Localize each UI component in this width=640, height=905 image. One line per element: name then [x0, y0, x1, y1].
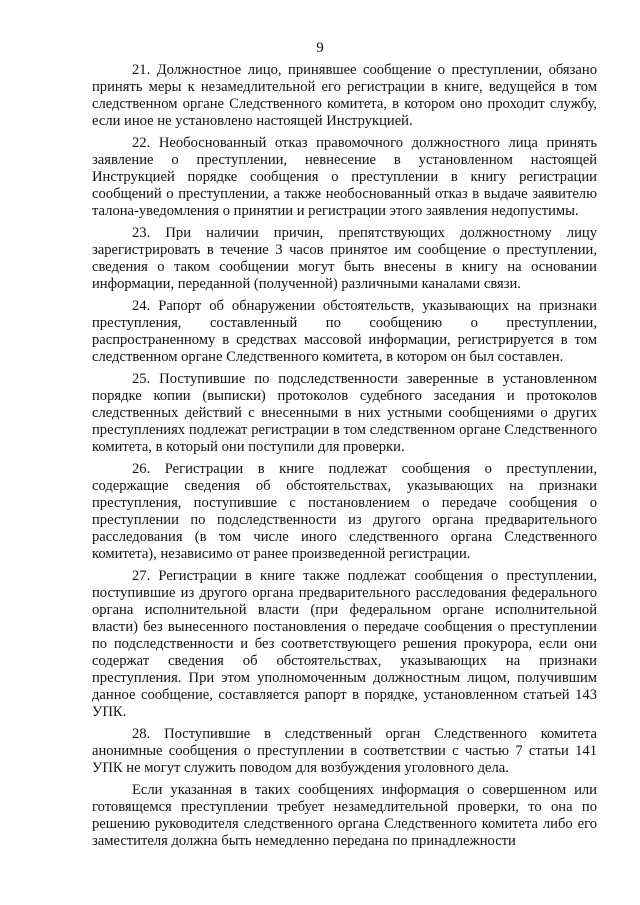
- paragraph-28-continuation: Если указанная в таких сообщениях информация о совершенном или готовящемся преступлении требует незамедлительной проверки, то она по решению руководителя следственного органа Следственного комитета либо его заместителя должна быть немедленно передана по принадлежности: [92, 782, 597, 849]
- paragraph-22: 22. Необоснованный отказ правомочного должностного лица принять заявление о преступлении, невнесение в установленном настоящей Инструкцией порядке сообщения о преступлении в книгу регистрации сообщений о преступлении, а также необоснованный отказ в выдаче заявителю талона-уведомления о принятии и регистрации этого заявления недопустимы.: [92, 135, 597, 219]
- paragraph-24: 24. Рапорт об обнаружении обстоятельств, указывающих на признаки преступления, составленный по сообщению о преступлении, распространенному в средствах массовой информации, регистрируется в том следственном органе Следственного комитета, в котором он был составлен.: [92, 298, 597, 365]
- paragraph-23: 23. При наличии причин, препятствующих должностному лицу зарегистрировать в течение 3 часов принятое им сообщение о преступлении, сведения о таком сообщении могут быть внесены в книгу на основании информации, переданной (полученной) различными каналами связи.: [92, 225, 597, 292]
- paragraph-27: 27. Регистрации в книге также подлежат сообщения о преступлении, поступившие из другого органа предварительного расследования федерального органа исполнительной власти (при федеральном органе исполнительной власти) без вынесенного постановления о передаче сообщения о преступлении по подследственности и без соответствующего решения прокурора, если они содержат сведения об обстоятельствах, указывающих на признаки преступления. При этом уполномоченным должностным лицом, получившим данное сообщение, составляется рапорт в порядке, установленном статьей 143 УПК.: [92, 568, 597, 720]
- paragraph-26: 26. Регистрации в книге подлежат сообщения о преступлении, содержащие сведения об обстоятельствах, указывающих на признаки преступления, поступившие с постановлением о передаче сообщения о преступлении по подследственности из другого органа предварительного расследования (в том числе иного следственного органа Следственного комитета), независимо от ранее произведенной регистрации.: [92, 461, 597, 562]
- paragraph-25: 25. Поступившие по подследственности заверенные в установленном порядке копии (выписки) протоколов судебного заседания и протоколов следственных действий с внесенными в них устными сообщениями о других преступлениях подлежат регистрации в том следственном органе Следственного комитета, в который они поступили для проверки.: [92, 371, 597, 455]
- paragraph-21: 21. Должностное лицо, принявшее сообщение о преступлении, обязано принять меры к незамедлительной его регистрации в книге, ведущейся в том следственном органе Следственного комитета, в котором оно проходит службу, если иное не установлено настоящей Инструкцией.: [92, 62, 597, 129]
- document-body: [92, 62, 597, 855]
- paragraph-28: 28. Поступившие в следственный орган Следственного комитета анонимные сообщения о преступлении в соответствии с частью 7 статьи 141 УПК не могут служить поводом для возбуждения уголовного дела.: [92, 726, 597, 776]
- page-number: 9: [316, 40, 324, 56]
